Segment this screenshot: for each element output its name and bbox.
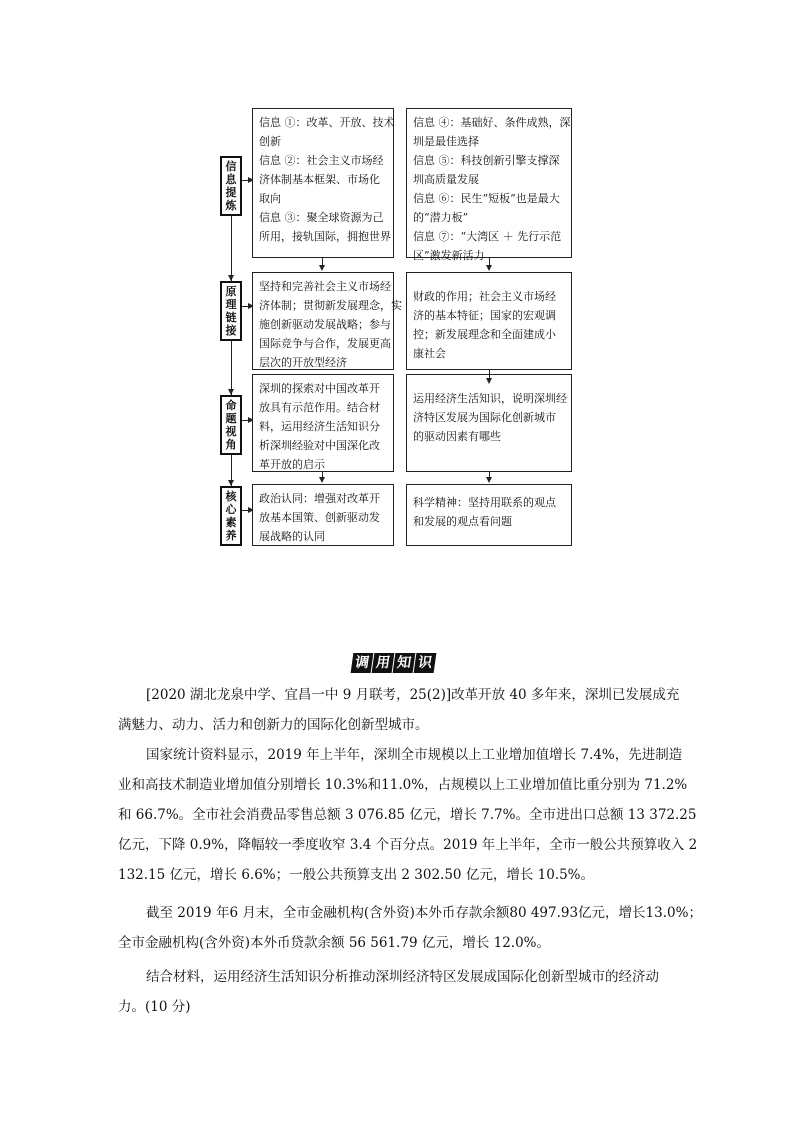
right-box-literacy: 科学精神：坚持用联系的观点 和发展的观点看问题 [406,484,572,546]
section-heading: 调 用 知 识 [352,652,442,674]
flow-arrow [486,378,492,384]
question-prompt-paragraph: 结合材料，运用经济生活知识分析推动深圳经济特区发展成国际化创新型城市的经济动 力。(10 分) [118,969,659,1015]
flow-arrow [319,477,325,483]
left-box-question: 深圳的探索对中国改革开 放具有示范作用。结合材 料，运用经济生活知识分 析深圳经验对中国深化改 革开放的启示 [252,374,394,472]
finance-paragraph: 截至 2019 年6 月末，全市金融机构(含外资)本外币存款余额80 497.93亿元，增长13.0%； 全市金融机构(含外资)本外币贷款余额 56 561.79 亿元，增长 12.0%。 [118,905,702,951]
left-box-literacy: 政治认同：增强对改革开 放基本国策、创新驱动发 展战略的认同 [252,484,394,546]
right-box-question: 运用经济生活知识，说明深圳经 济特区发展为国际化创新城市 的驱动因素有哪些 [406,374,572,472]
label-core-literacy: 核 心 素 养 [220,486,242,546]
label-question-angle: 命 题 视 角 [220,395,242,455]
right-box-info: 信息 ④：基础好、条件成熟，深 圳是最佳选择 信息 ⑤：科技创新引擎支撑深 圳高质量发展 信息 ⑥：民生“短板”也是最大 的“潜力板” 信息 ⑦：“大湾区 ＋ 先行示范 区”激发新活力 [406,108,572,258]
flow-arrow [486,477,492,483]
spine-arrow [228,480,234,486]
label-principle-link: 原 理 链 接 [220,281,242,341]
left-box-principle: 坚持和完善社会主义市场经 济体制；贯彻新发展理念，实 施创新驱动发展战略；参与 国际竞争与合作，发展更高 层次的开放型经济 [252,272,394,370]
flow-arrow [486,265,492,271]
statistics-paragraph: 国家统计资料显示，2019 年上半年，深圳全市规模以上工业增加值增长 7.4%，先进制造 业和高技术制造业增加值分别增长 10.3%和11.0%，占规模以上工业增加值比重分别为 71.2% 和 66.7%。全市社会消费品零售总额 3 076.85 亿元，增长 7.7%。全市进出口总额 13 372.25 亿元，下降 0.9%，降幅较一季度收窄 3.4 个百分点。2019 年上半年，全市一般公共预算收入 2 132.15 亿元，增长 6.6%；一般公共预算支出 2 302.50 亿元，增长 10.5%。 [118,747,698,883]
label-info-extraction: 信 息 提 炼 [220,156,242,216]
flow-line [489,370,490,378]
spine-arrow [228,275,234,281]
left-box-info: 信息 ①：改革、开放、技术 创新 信息 ②：社会主义市场经 济体制基本框架、市场化 取向 信息 ③：聚全球资源为己 所用，接轨国际，拥抱世界 [252,108,394,258]
question-source-paragraph: [2020 湖北龙泉中学、宜昌一中 9 月联考，25(2)]改革开放 40 多年来，深圳已发展成充 满魅力、动力、活力和创新力的国际化创新型城市。 [118,687,680,733]
spine-arrow [228,389,234,395]
flow-arrow [319,265,325,271]
right-box-principle: 财政的作用；社会主义市场经 济的基本特征；国家的宏观调 控；新发展理念和全面建成小 康社会 [406,272,572,370]
